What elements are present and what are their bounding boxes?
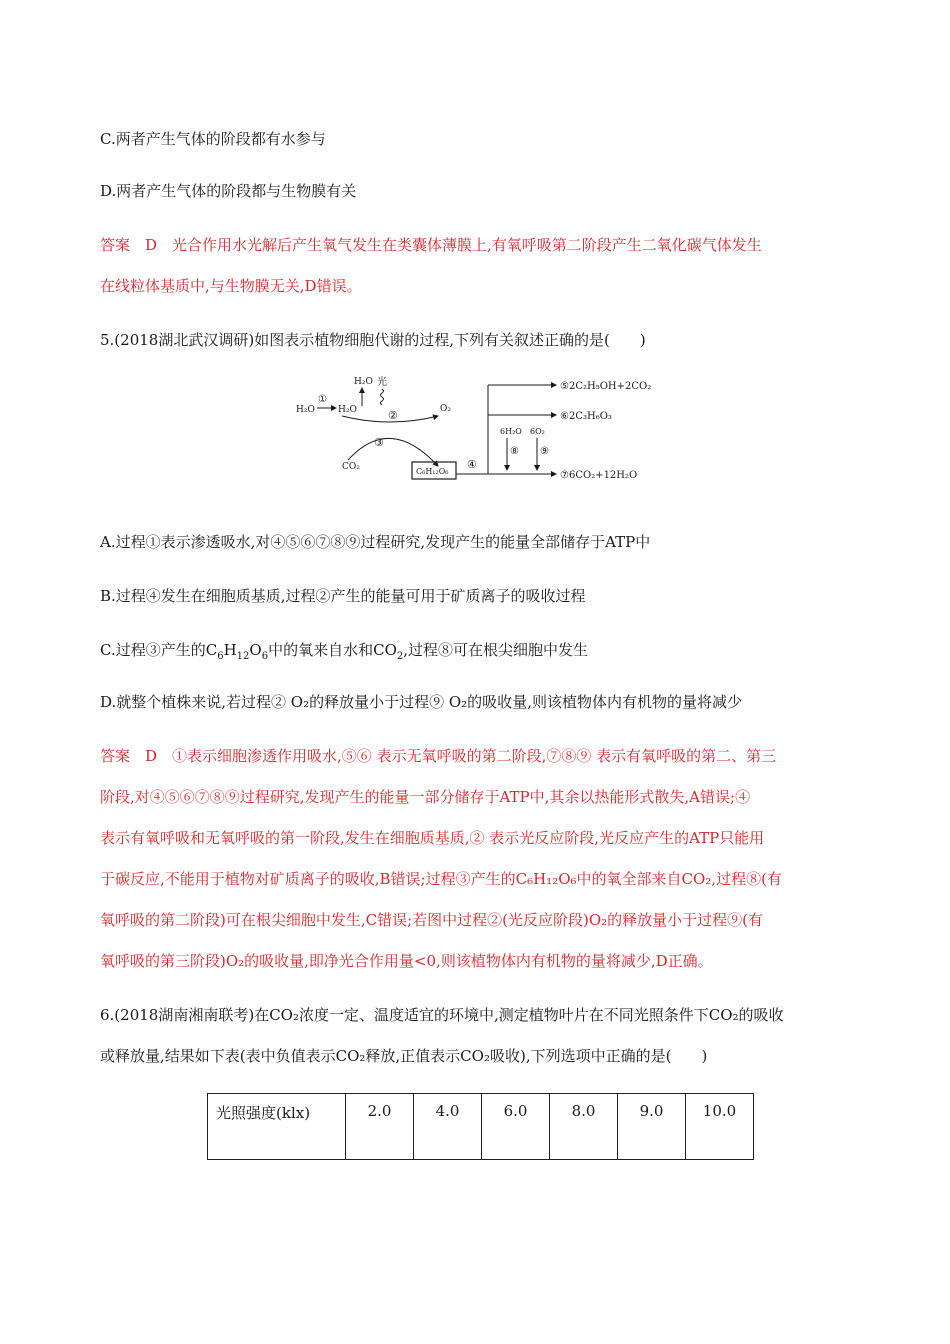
question-5-stem: 5.(2018湖北武汉调研)如图表示植物细胞代谢的过程,下列有关叙述正确的是( ) [100, 331, 646, 349]
option-d: D.两者产生气体的阶段都与生物膜有关 [100, 182, 357, 200]
question-6-stem-line2: 或释放量,结果如下表(表中负值表示CO₂释放,正值表示CO₂吸收),下列选项中正确的是( ) [100, 1047, 708, 1065]
answer-q5-line4: 于碳反应,不能用于植物对矿质离子的吸收,B错误;过程③产生的C₆H₁₂O₆中的氧全部来自CO₂,过程⑧(有 [100, 870, 782, 888]
option-c-part3: ,过程⑧可在根尖细胞中发生 [403, 641, 589, 659]
h2o-mid-label: H₂O [338, 405, 357, 415]
question-6-stem-line1: 6.(2018湖南湘南联考)在CO₂浓度一定、温度适宜的环境中,测定植物叶片在不同光照条件下CO₂的吸收 [100, 1006, 784, 1024]
product-5-label: ⑤2C₂H₅OH+2CO₂ [560, 381, 652, 392]
option-c-q5: C.过程③产生的$C_6H_{12}O_6$中的氧来自水和$CO_2$,过程⑧可在根尖细胞中发生 [100, 641, 589, 662]
co2-label: CO₂ [342, 462, 360, 472]
h2o-6-label: 6H₂O [500, 427, 522, 436]
option-d-q5: D.就整个植株来说,若过程② O₂的释放量小于过程⑨ O₂的吸收量,则该植物体内有机物的量将减少 [100, 693, 742, 711]
option-c-part1: C.过程③产生的C [100, 641, 218, 659]
process-9-label: ⑨ [540, 446, 549, 457]
answer-q5-line5: 氧呼吸的第二阶段)可在根尖细胞中发生,C错误;若图中过程②(光反应阶段)O₂的释放量小于过程⑨(有 [100, 911, 764, 929]
light-label: 光 [377, 377, 387, 388]
o2-6-label: 6O₂ [530, 427, 545, 436]
process-3-label: ③ [374, 436, 384, 449]
h2o-input-label: H₂O [296, 405, 315, 415]
answer-q5-line2: 阶段,对④⑤⑥⑦⑧⑨过程研究,发现产生的能量一部分储存于ATP中,其余以热能形式散失,A错误;④ [100, 788, 751, 806]
table-cell: 4.0 [414, 1094, 482, 1160]
answer-q5-line1: 答案 D ①表示细胞渗透作用吸水,⑤⑥ 表示无氧呼吸的第二阶段,⑦⑧⑨ 表示有氧呼吸的第二、第三 [100, 747, 777, 765]
table-row [208, 1094, 754, 1160]
light-intensity-table [207, 1093, 754, 1160]
option-c-part2: 中的氧来自水和CO [268, 641, 397, 659]
light-squiggle [381, 389, 384, 405]
product-7-label: ⑦6CO₂+12H₂O [560, 470, 638, 481]
table-cell: 8.0 [550, 1094, 618, 1160]
process-4-label: ④ [467, 458, 477, 471]
table-cell: 2.0 [346, 1094, 414, 1160]
option-b: B.过程④发生在细胞质基质,过程②产生的能量可用于矿质离子的吸收过程 [100, 587, 586, 605]
answer-q5-line6: 氧呼吸的第三阶段)O₂的吸收量,即净光合作用量<0,则该植物体内有机物的量将减少,D正确。 [100, 952, 713, 970]
answer-q5-line3: 表示有氧呼吸和无氧呼吸的第一阶段,发生在细胞质基质,② 表示光反应阶段,光反应产生的ATP只能用 [100, 829, 765, 847]
process-2-label: ② [388, 409, 398, 422]
product-6-label: ⑥2C₃H₆O₃ [560, 411, 612, 422]
table-cell: 10.0 [686, 1094, 754, 1160]
answer-q4-line1: 答案 D 光合作用水光解后产生氧气发生在类囊体薄膜上,有氧呼吸第二阶段产生二氧化碳气体发生 [100, 236, 762, 254]
glucose-label: C₆H₁₂O₆ [416, 467, 449, 476]
process-8-label: ⑧ [510, 446, 519, 457]
table-cell: 6.0 [482, 1094, 550, 1160]
table-header-cell: 光照强度(klx) [208, 1094, 346, 1160]
h2o-top-label: H₂O [354, 377, 373, 387]
option-a: A.过程①表示渗透吸水,对④⑤⑥⑦⑧⑨过程研究,发现产生的能量全部储存于ATP中 [100, 533, 651, 551]
answer-q4-line2: 在线粒体基质中,与生物膜无关,D错误。 [100, 277, 362, 295]
process-1-label: ① [318, 394, 327, 405]
o2-label: O₂ [440, 404, 451, 414]
metabolism-diagram [290, 372, 680, 492]
table-cell: 9.0 [618, 1094, 686, 1160]
option-c: C.两者产生气体的阶段都有水参与 [100, 130, 326, 148]
